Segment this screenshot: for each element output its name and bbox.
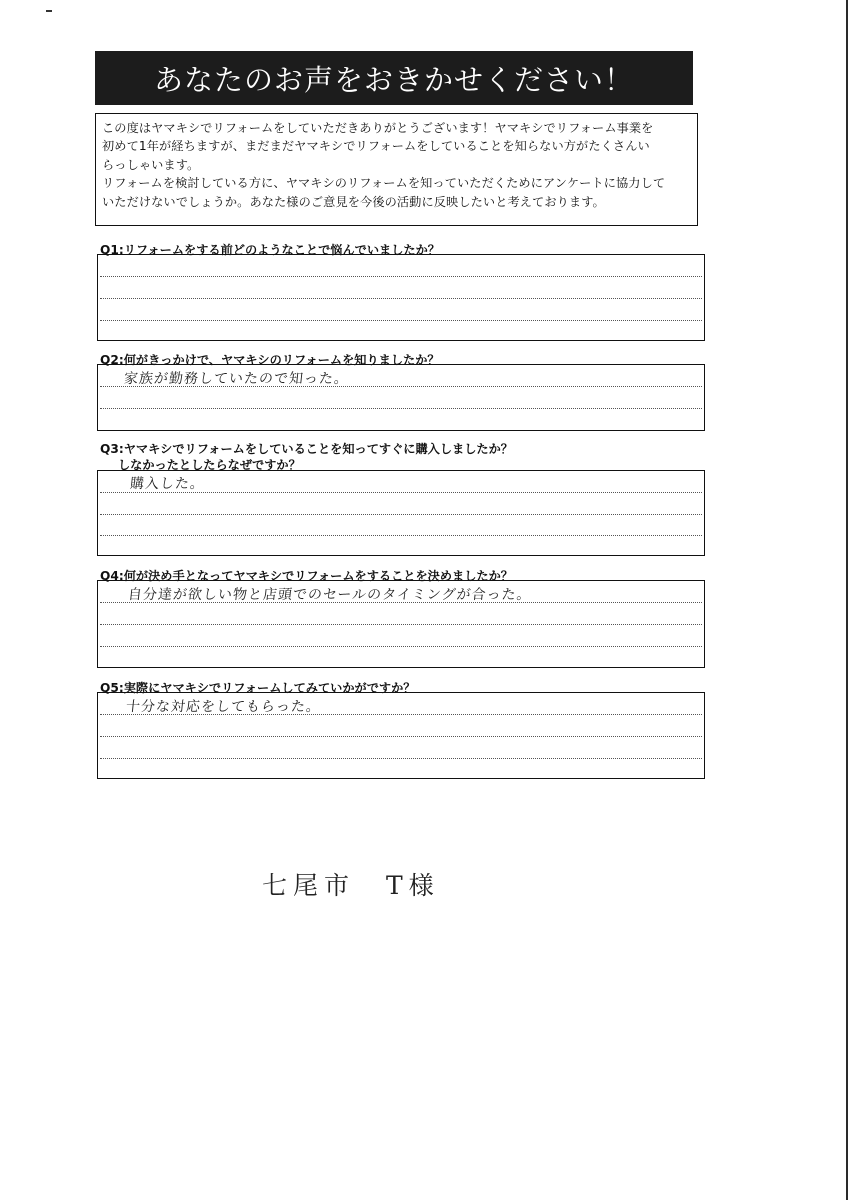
answer-rule <box>100 320 702 321</box>
scan-mark <box>46 10 52 12</box>
question-4-text: Q4:何が決め手となってヤマキシでリフォームをすることを決めましたか？ <box>100 569 513 583</box>
answer-rule <box>100 408 702 409</box>
customer-name: 七尾市 T様 <box>262 871 440 900</box>
answer-rule <box>100 276 702 277</box>
answer-box-1 <box>97 254 705 341</box>
answer-box-3 <box>97 470 705 556</box>
intro-paragraph-1: この度はヤマキシでリフォームをしていただきありがとうございます！ヤマキシでリフォーム事業を 初めて1年が経ちますが、まだまだヤマキシでリフォームをしていることを知らない方がたくさんい らっしゃいます。 <box>102 121 654 172</box>
answer-rule <box>100 624 702 625</box>
question-1-text: Q1:リフォームをする前どのようなことで悩んでいましたか？ <box>100 243 440 257</box>
answer-rule <box>100 514 702 515</box>
answer-rule <box>100 298 702 299</box>
question-5-text: Q5:実際にヤマキシでリフォームしてみていかがですか？ <box>100 681 416 695</box>
question-3-text: Q3:ヤマキシでリフォームをしていることを知ってすぐに購入しましたか？ <box>100 442 513 456</box>
answer-rule <box>100 736 702 737</box>
answer-box-2 <box>97 364 705 431</box>
page-title: あなたのお声をおきかせください！ <box>95 51 693 105</box>
answer-4-handwriting: 自分達が欲しい物と店頭でのセールのタイミングが合った。 <box>127 587 533 603</box>
answer-3-handwriting: 購入した。 <box>129 476 206 492</box>
answer-5-handwriting: 十分な対応をしてもらった。 <box>125 699 322 715</box>
answer-rule <box>100 758 702 759</box>
intro-paragraph-2: リフォームを検討している方に、ヤマキシのリフォームを知っていただくためにアンケートに協力して いただけないでしょうか。あなた様のご意見を今後の活動に反映したいと考えております。 <box>102 176 666 209</box>
answer-rule <box>100 646 702 647</box>
intro-box <box>95 113 698 226</box>
answer-2-handwriting: 家族が勤務していたので知った。 <box>123 371 350 387</box>
answer-box-5 <box>97 692 705 779</box>
answer-rule <box>100 535 702 536</box>
question-2-text: Q2:何がきっかけで、ヤマキシのリフォームを知りましたか？ <box>100 353 440 367</box>
question-3-label <box>100 441 513 473</box>
answer-box-4 <box>97 580 705 668</box>
question-3-subtext: しなかったとしたらなぜですか？ <box>118 458 301 472</box>
